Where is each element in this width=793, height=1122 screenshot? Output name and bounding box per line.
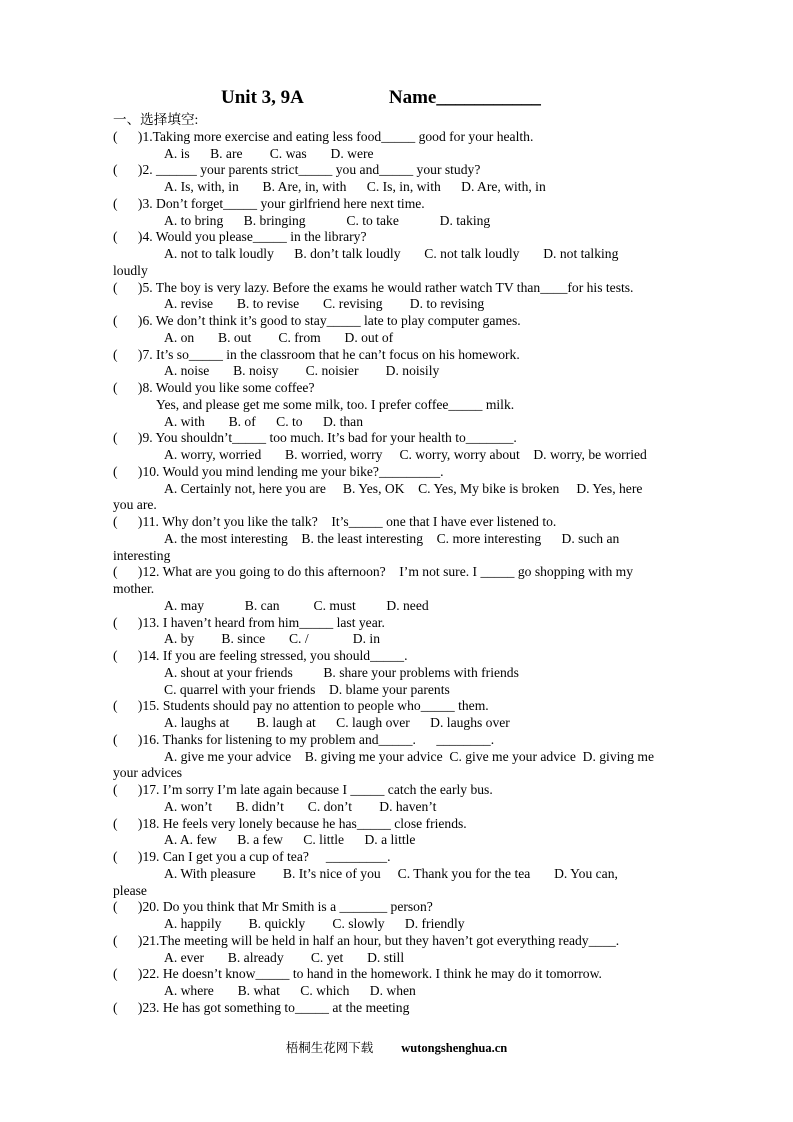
question-stem: ( )21.The meeting will be held in half an hour, but they haven’t got everything ready____. <box>113 932 620 948</box>
question-options: C. quarrel with your friends D. blame your parents <box>164 681 450 697</box>
question-continuation: interesting <box>113 547 171 563</box>
question-continuation: please <box>113 882 147 898</box>
question-options: A. on B. out C. from D. out of <box>164 329 394 345</box>
question-options: A. Is, with, in B. Are, in, with C. Is, in, with D. Are, with, in <box>164 179 546 194</box>
name-label: Name <box>388 87 437 108</box>
page-title: Unit 3, 9A <box>221 87 304 108</box>
section-heading: 一、选择填空: <box>113 112 199 127</box>
question-options: A. shout at your friends B. share your problems with friends <box>164 664 519 680</box>
question-stem: ( )16. Thanks for listening to my problem and_____. ________. <box>113 731 495 747</box>
page-footer <box>0 1038 793 1056</box>
question-options: A. Certainly not, here you are B. Yes, OK C. Yes, My bike is broken D. Yes, here <box>164 480 643 496</box>
question-stem: ( )3. Don’t forget_____ your girlfriend here next time. <box>113 195 425 211</box>
question-options: A. ever B. already C. yet D. still <box>164 949 405 965</box>
question-options: A. worry, worried B. worried, worry C. worry, worry about D. worry, be worried <box>164 447 647 462</box>
question-stem: ( )6. We don’t think it’s good to stay_____ late to play computer games. <box>113 313 521 328</box>
question-options: A. to bring B. bringing C. to take D. taking <box>164 212 491 228</box>
question-options: A. happily B. quickly C. slowly D. friendly <box>164 916 465 931</box>
footer-site-name: 梧桐生花网下载 <box>285 1041 374 1055</box>
question-options: A. With pleasure B. It’s nice of you C. Thank you for the tea D. You can, <box>164 865 618 881</box>
question-stem: ( )13. I haven’t heard from him_____ last year. <box>113 614 385 630</box>
question-stem: ( )20. Do you think that Mr Smith is a _______ person? <box>113 899 433 915</box>
question-options: A. the most interesting B. the least interesting C. more interesting D. such an <box>164 530 620 546</box>
question-options: A. won’t B. didn’t C. don’t D. haven’t <box>164 798 437 814</box>
question-continuation: loudly <box>113 262 148 278</box>
document-header <box>113 86 698 110</box>
question-stem: ( )10. Would you mind lending me your bike?_________. <box>113 463 444 479</box>
answer-line: Yes, and please get me some milk, too. I prefer coffee_____ milk. <box>156 396 515 412</box>
question-options: A. may B. can C. must D. need <box>164 597 429 613</box>
footer-site-url: wutongshenghua.cn <box>401 1041 508 1055</box>
question-options: A. where B. what C. which D. when <box>164 983 416 998</box>
question-stem: ( )2. ______ your parents strict_____ you and_____ your study? <box>113 162 481 178</box>
question-options: A. with B. of C. to D. than <box>164 413 363 429</box>
question-stem: ( )1.Taking more exercise and eating less food_____ good for your health. <box>113 128 534 144</box>
question-stem: ( )22. He doesn’t know_____ to hand in the homework. I think he may do it tomorrow. <box>113 966 602 982</box>
question-options: A. noise B. noisy C. noisier D. noisily <box>164 363 440 379</box>
question-options: A. by B. since C. / D. in <box>164 631 380 647</box>
question-options: A. A. few B. a few C. little D. a little <box>164 832 416 848</box>
question-stem: ( )9. You shouldn’t_____ too much. It’s bad for your health to_______. <box>113 430 517 446</box>
question-stem: ( )8. Would you like some coffee? <box>113 380 315 395</box>
name-field <box>389 87 541 108</box>
question-stem: ( )17. I’m sorry I’m late again because I _____ catch the early bus. <box>113 782 493 797</box>
question-options: A. give me your advice B. giving me your advice C. give me your advice D. giving me <box>164 748 655 764</box>
question-stem: ( )5. The boy is very lazy. Before the exams he would rather watch TV than____for his tests. <box>113 279 634 295</box>
question-stem: ( )19. Can I get you a cup of tea? _________. <box>113 849 391 864</box>
question-stem: ( )4. Would you please_____ in the library? <box>113 229 367 245</box>
question-stem: ( )7. It’s so_____ in the classroom that he can’t focus on his homework. <box>113 346 520 362</box>
question-stem: ( )11. Why don’t you like the talk? It’s_____ one that I have ever listened to. <box>113 514 557 529</box>
question-stem: ( )14. If you are feeling stressed, you should_____. <box>113 648 408 663</box>
question-stem: ( )15. Students should pay no attention to people who_____ them. <box>113 698 489 714</box>
question-list <box>113 129 698 1017</box>
question-stem: ( )18. He feels very lonely because he has_____ close friends. <box>113 815 467 831</box>
question-continuation: mother. <box>113 581 155 596</box>
question-continuation: your advices <box>113 765 183 781</box>
question-options: A. revise B. to revise C. revising D. to revising <box>164 296 485 312</box>
name-blank-line: ___________ <box>436 87 541 108</box>
question-stem: ( )12. What are you going to do this afternoon? I’m not sure. I _____ go shopping with my <box>113 564 634 580</box>
question-options: A. is B. are C. was D. were <box>164 145 374 161</box>
question-options: A. laughs at B. laugh at C. laugh over D. laughs over <box>164 715 510 730</box>
question-continuation: you are. <box>113 497 157 513</box>
question-options: A. not to talk loudly B. don’t talk loudly C. not talk loudly D. not talking <box>164 246 619 261</box>
question-stem: ( )23. He has got something to_____ at the meeting <box>113 999 410 1015</box>
